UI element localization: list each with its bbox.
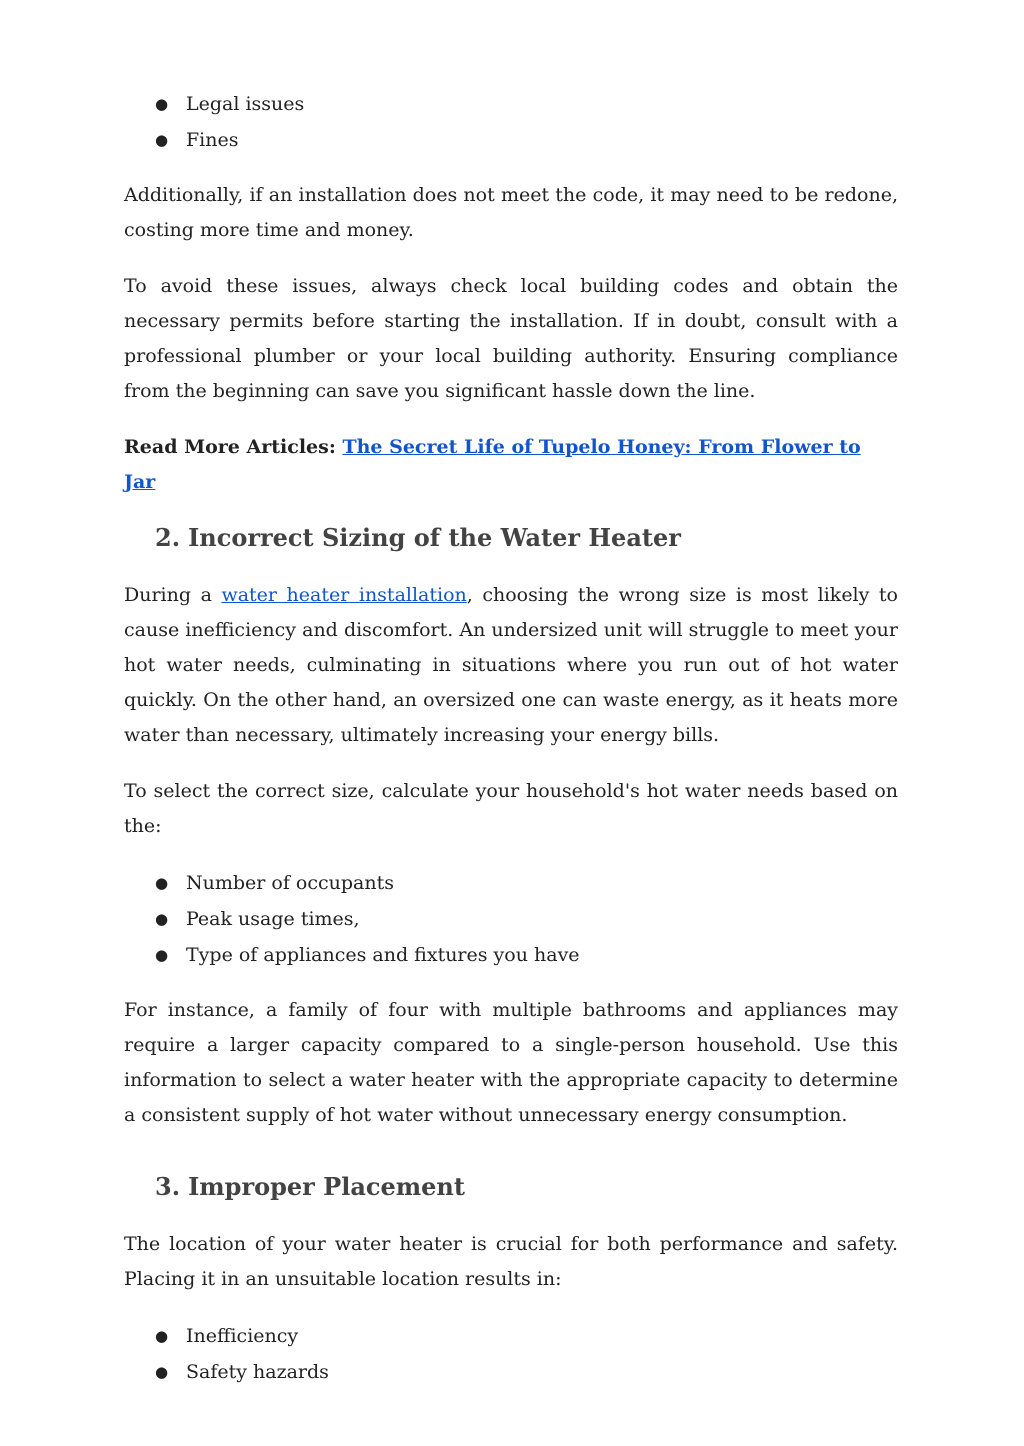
section-heading-sizing <box>124 518 898 558</box>
paragraph-redo-cost: Additionally, if an installation does not meet the code, it may need to be redone, costing more time and money. <box>124 184 898 241</box>
section-number: 2. <box>155 523 181 552</box>
bullet-icon: ● <box>155 874 169 892</box>
list-item: ● Fines <box>124 122 898 158</box>
document-page <box>124 86 898 1410</box>
list-item: ● Inefficiency <box>124 1318 898 1354</box>
bullet-icon: ● <box>155 95 169 113</box>
placement-risks-list <box>124 1318 898 1390</box>
list-item: ● Peak usage times, <box>124 901 898 937</box>
bullet-icon: ● <box>155 946 169 964</box>
list-item: ● Legal issues <box>124 86 898 122</box>
paragraph-placement-intro: The location of your water heater is crucial for both performance and safety. Placing it in an unsuitable location results in: <box>124 1233 898 1290</box>
paragraph-select-size: To select the correct size, calculate your household's hot water needs based on the: <box>124 780 898 837</box>
read-more-label: Read More Articles: <box>124 436 343 458</box>
list-item: ● Safety hazards <box>124 1354 898 1390</box>
list-item: ● Number of occupants <box>124 865 898 901</box>
read-more-line <box>124 430 898 500</box>
section-heading-placement <box>124 1167 898 1207</box>
section-number: 3. <box>155 1172 181 1201</box>
list-item: ● Type of appliances and fixtures you have <box>124 937 898 973</box>
consequences-list <box>124 86 898 158</box>
bullet-icon: ● <box>155 1363 169 1381</box>
paragraph-avoid-issues: To avoid these issues, always check local building codes and obtain the necessary permits before starting the installation. If in doubt, consult with a professional plumber or your local building authority. Ensuring compliance from the beginning can save you significant hassle down the line. <box>124 275 898 402</box>
paragraph-sizing-intro: During a water heater installation, choosing the wrong size is most likely to cause inefficiency and discomfort. An undersized unit will struggle to meet your hot water needs, culminating in situations where you run out of hot water quickly. On the other hand, an oversized one can waste energy, as it heats more water than necessary, ultimately increasing your energy bills. <box>124 584 898 746</box>
read-more-link[interactable]: The Secret Life of Tupelo Honey: From Flower to Jar <box>124 436 861 493</box>
sizing-factors-list <box>124 865 898 973</box>
paragraph-family-example: For instance, a family of four with multiple bathrooms and appliances may require a larger capacity compared to a single-person household. Use this information to select a water heater with the appropriate capacity to determine a consistent supply of hot water without unnecessary energy consumption. <box>124 999 898 1126</box>
section-title: Incorrect Sizing of the Water Heater <box>188 523 681 552</box>
water-heater-installation-link[interactable]: water heater installation <box>221 584 467 606</box>
bullet-icon: ● <box>155 131 169 149</box>
bullet-icon: ● <box>155 910 169 928</box>
bullet-icon: ● <box>155 1327 169 1345</box>
section-title: Improper Placement <box>188 1172 465 1201</box>
